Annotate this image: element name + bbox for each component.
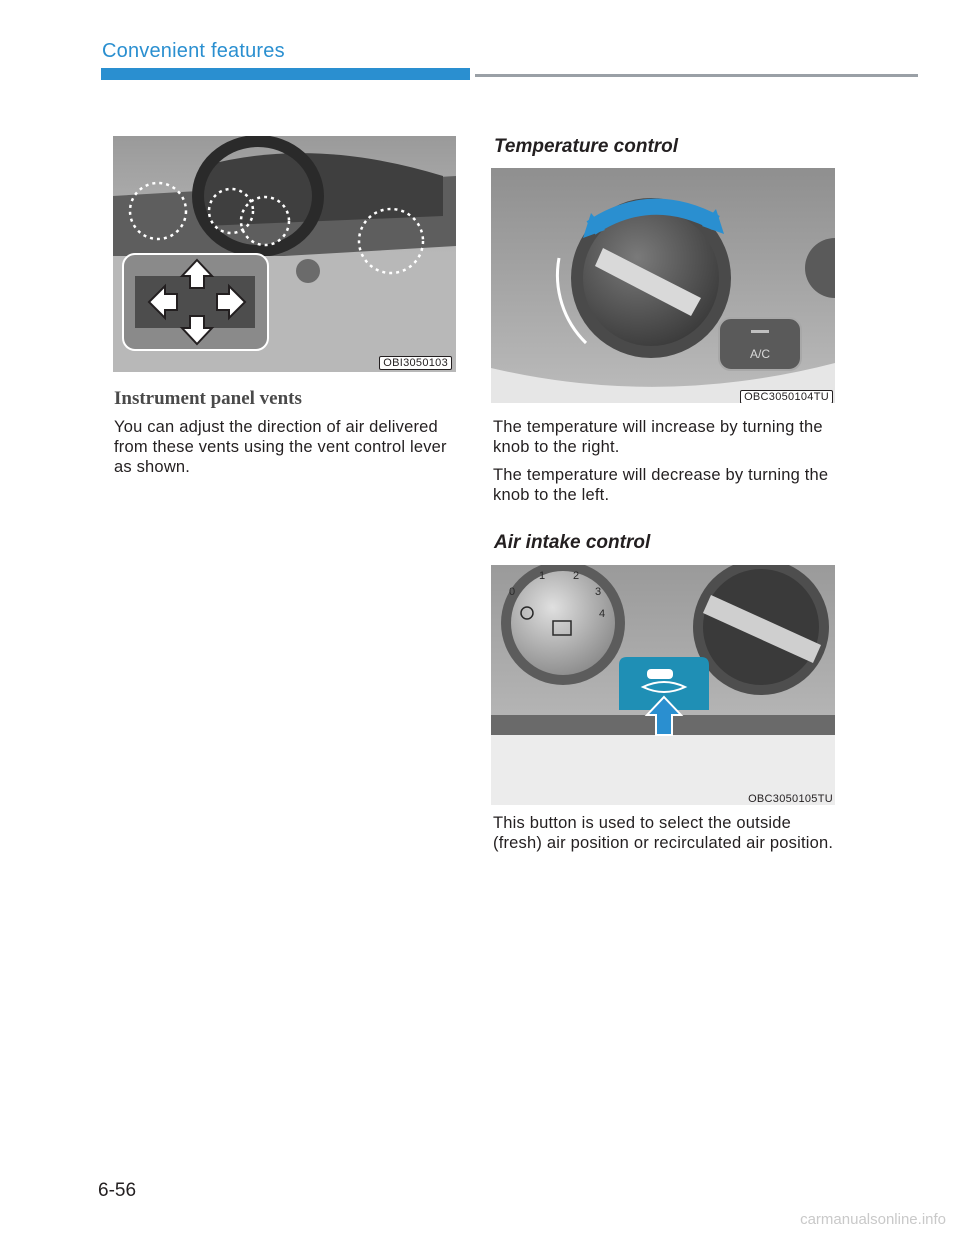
vents-paragraph: You can adjust the direction of air delivered from these vents using the vent control lever as shown. — [114, 418, 447, 476]
heading-instrument-panel-vents: Instrument panel vents — [114, 388, 302, 409]
ac-button-label: A/C — [749, 347, 771, 361]
air-intake-paragraph: This button is used to select the outside (fresh) air position or recirculated air position. — [493, 814, 834, 852]
fan-speed-1: 1 — [539, 570, 546, 582]
section-title: Convenient features — [102, 40, 285, 62]
temperature-paragraph-2: The temperature will decrease by turning the knob to the left. — [493, 466, 829, 504]
heading-air-intake-control: Air intake control — [494, 532, 651, 553]
figure-code-air-intake: OBC3050105TU — [748, 793, 833, 805]
fan-speed-4: 4 — [599, 608, 606, 620]
figure-air-intake-button — [491, 565, 835, 805]
figure-code-temperature: OBC3050104TU — [740, 390, 833, 403]
figure-temperature-knob — [491, 168, 835, 403]
fan-speed-2: 2 — [573, 570, 580, 582]
heading-temperature-control: Temperature control — [494, 136, 679, 157]
fan-speed-0: 0 — [509, 586, 516, 598]
figure-instrument-panel-vents — [113, 136, 456, 372]
header-rule-gray — [475, 74, 918, 77]
vents-description — [114, 417, 454, 485]
watermark: carmanualsonline.info — [800, 1211, 946, 1228]
temperature-description — [493, 417, 838, 513]
temperature-paragraph-1: The temperature will increase by turning the knob to the right. — [493, 418, 823, 456]
air-intake-description — [493, 813, 838, 861]
fan-speed-3: 3 — [595, 586, 602, 598]
page-number: 6-56 — [98, 1180, 137, 1201]
figure-code-vents: OBI3050103 — [379, 356, 452, 370]
header-rule-blue — [101, 68, 470, 80]
